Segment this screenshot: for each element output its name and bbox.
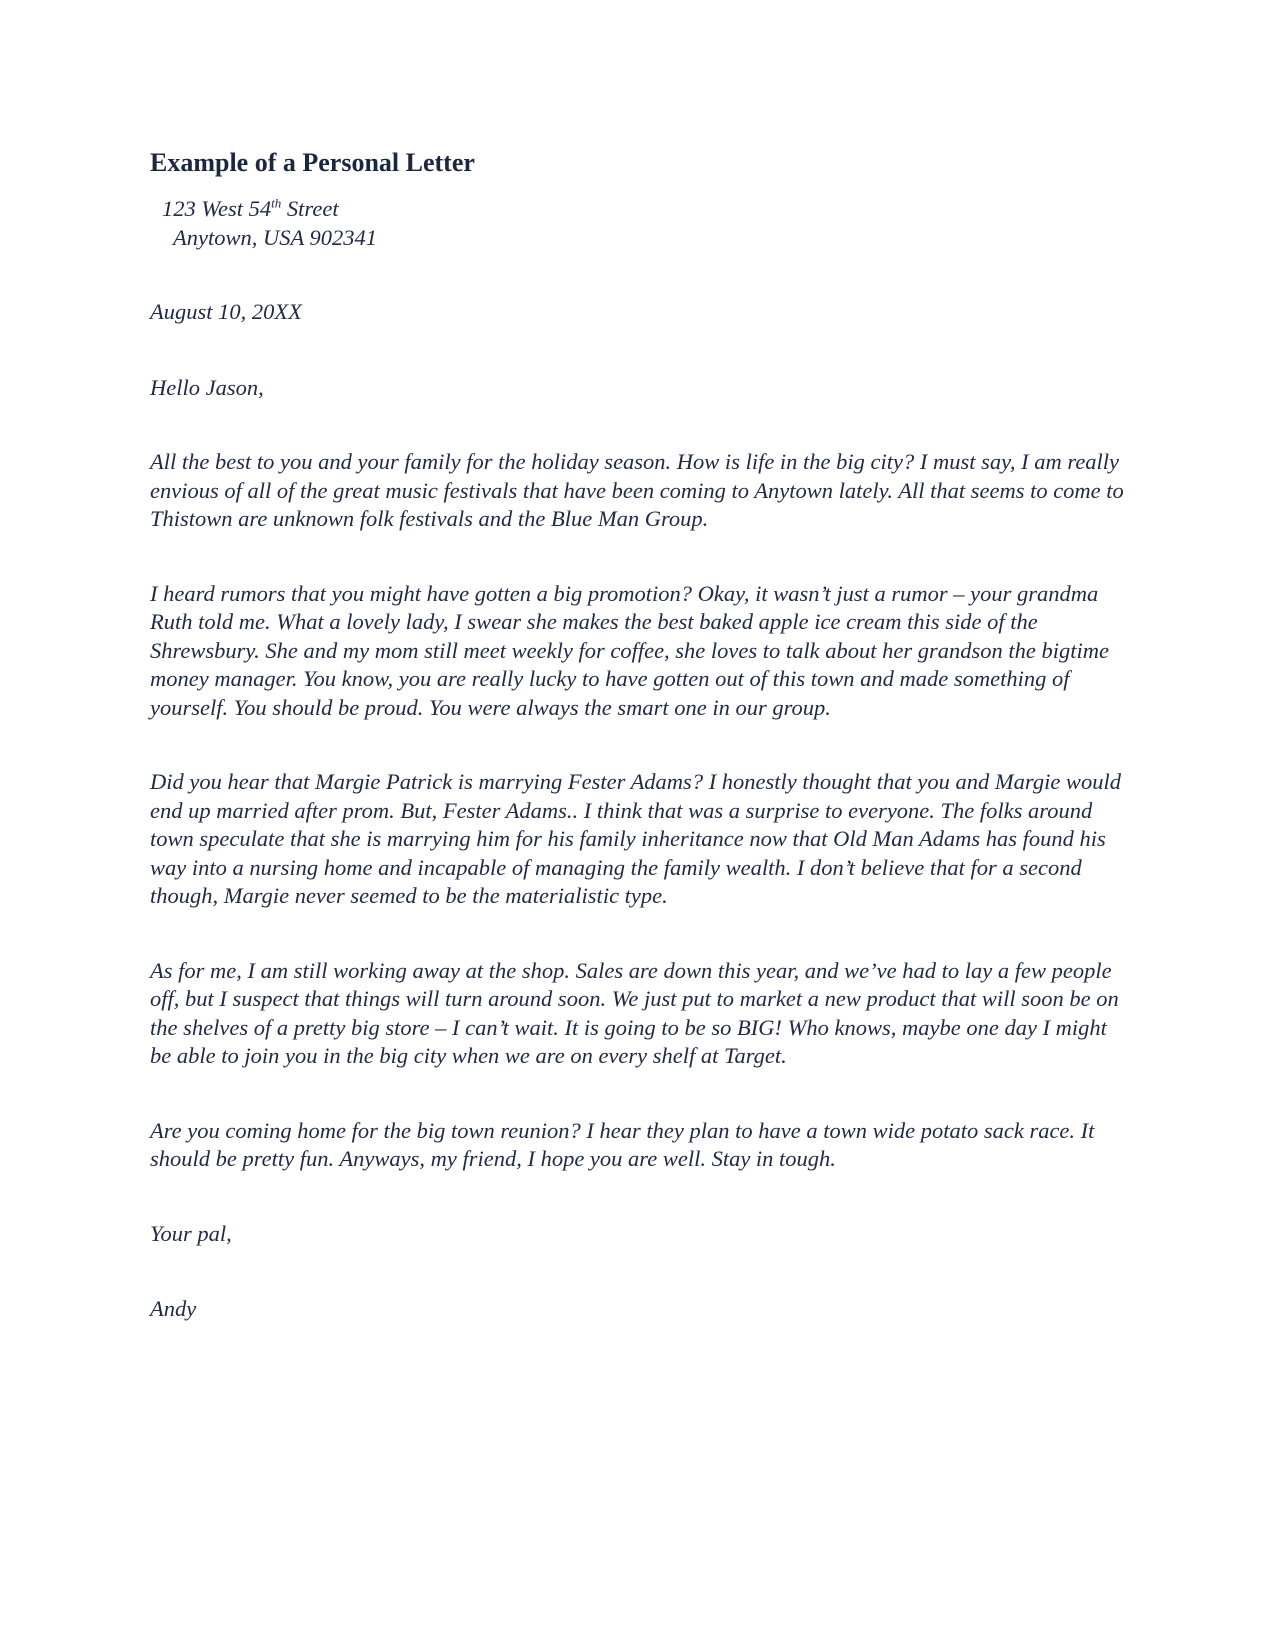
address-city-line: Anytown, USA 902341 bbox=[173, 224, 377, 250]
sender-address bbox=[150, 195, 1125, 252]
letter-closing: Your pal, bbox=[150, 1220, 232, 1246]
body-paragraph-4: As for me, I am still working away at the shop. Sales are down this year, and we’ve had to lay a few people off, but I suspect that things will turn around soon. We just put to market a new product that will soon be on the shelves of a pretty big store – I can’t wait. It is going to be so BIG! Who knows, maybe one day I might be able to join you in the big city when we are on every shelf at Target. bbox=[150, 957, 1119, 1068]
address-street-ordinal: th bbox=[271, 195, 282, 211]
address-street-number: 123 West 54 bbox=[162, 196, 272, 221]
letter-greeting: Hello Jason, bbox=[150, 374, 264, 400]
address-street-name: Street bbox=[281, 196, 339, 221]
letter-content bbox=[150, 148, 1125, 1324]
letter-signature: Andy bbox=[150, 1296, 197, 1321]
body-paragraph-2: I heard rumors that you might have gotten a big promotion? Okay, it wasn’t just a rumor – your grandma Ruth told me. What a lovely lady, I swear she makes the best baked apple ice cream this side of the Shrewsbury. She and my mom still meet weekly for coffee, she loves to talk about her grandson the bigtime money manager. You know, you are really lucky to have gotten out of this town and made something of yourself. You should be proud. You were always the smart one in our group. bbox=[150, 580, 1109, 720]
letter-title: Example of a Personal Letter bbox=[150, 148, 475, 177]
body-paragraph-3: Did you hear that Margie Patrick is marrying Fester Adams? I honestly thought that you and Margie would end up married after prom. But, Fester Adams.. I think that was a surprise to everyone. The folks around town speculate that she is marrying him for his family inheritance now that Old Man Adams has found his way into a nursing home and incapable of managing the family wealth. I don’t believe that for a second though, Margie never seemed to be the materialistic type. bbox=[150, 769, 1121, 908]
letter-date: August 10, 20XX bbox=[150, 299, 302, 324]
address-street-line bbox=[150, 195, 1125, 224]
body-paragraph-5: Are you coming home for the big town reunion? I hear they plan to have a town wide potato sack race. It should be pretty fun. Anyways, my friend, I hope you are well. Stay in tough. bbox=[150, 1117, 1095, 1171]
body-paragraph-1: All the best to you and your family for the holiday season. How is life in the big city? I must say, I am really envious of all of the great music festivals that have been coming to Anytown lately. All that seems to come to Thistown are unknown folk festivals and the Blue Man Group. bbox=[150, 449, 1124, 531]
